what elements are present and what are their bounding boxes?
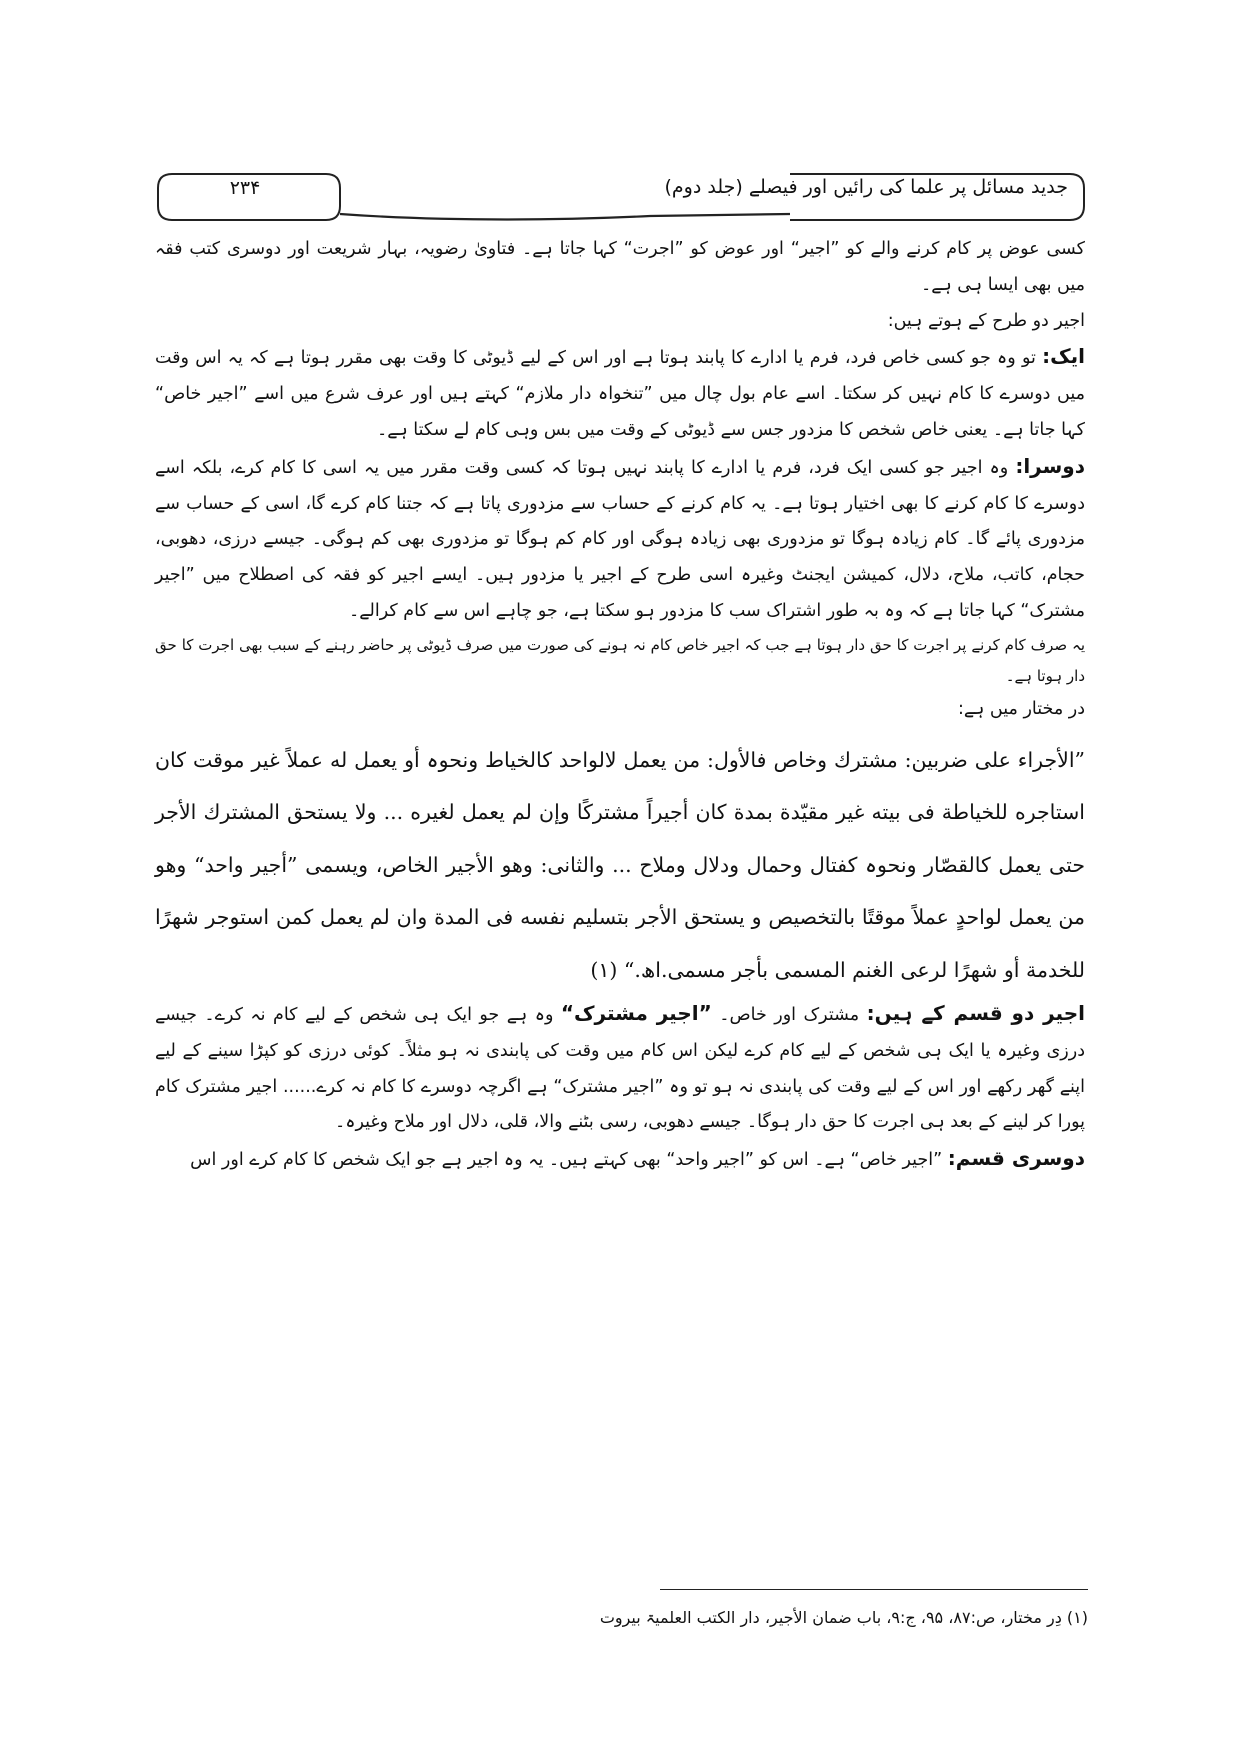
paragraph-first-type (155, 339, 1085, 448)
two-kinds-label: اجیر دو قسم کے ہیں: (866, 1001, 1085, 1026)
paragraph-durr-mukhtar: در مختار میں ہے: (957, 698, 1085, 719)
paragraph-two-kinds (155, 996, 1085, 1141)
page-body (155, 232, 1085, 1179)
ajir-mushtarak-term: ”اجیر مشترک“ (560, 1001, 712, 1026)
paragraph-second-type (155, 449, 1085, 630)
second-type-text: وہ اجیر جو کسی ایک فرد، فرم یا ادارے کا پابند نہیں ہوتا کہ کسی وقت مقرر میں یہ اسی کا کام کرے، بلکہ اسے دوسرے کا کام کرنے کا بھی اختیار ہوتا ہے۔ یہ کام کرنے کے حساب سے مزدوری پاتا ہے کہ جتنا کام کرے گا، اسی کے حساب سے مزدوری پائے گا۔ کام زیادہ ہوگا تو مزدوری بھی زیادہ ہوگی اور کام کم ہوگا تو مزدوری بھی کم ہوگی۔ جیسے درزی، دھوبی، حجام، کاتب، ملاح، دلال، کمیشن ایجنٹ وغیرہ اسی طرح کے اجیر یا مزدور ہیں۔ ایسے اجیر کو فقہ کی اصطلاح میں ”اجیر مشترک“ کہا جاتا ہے کہ وہ بہ طور اشتراک سب کا مزدور ہو سکتا ہے، جو چاہے اس سے کام کرالے۔ (155, 457, 1085, 621)
first-type-text: تو وہ جو کسی خاص فرد، فرم یا ادارے کا پابند ہوتا ہے اور اس کے لیے ڈیوٹی کا وقت بھی مقرر ہوتا ہے کہ یہ اس وقت میں دوسرے کا کام نہیں کر سکتا۔ اسے عام بول چال میں ”تنخواہ دار ملازم“ کہتے ہیں اور عرف شرع میں اسے ”اجیر خاص“ کہا جاتا ہے۔ یعنی خاص شخص کا مزدور جس سے ڈیوٹی کے وقت میں بس وہی کام لے سکتا ہے۔ (155, 348, 1085, 440)
footnote: (۱) دِر مختار، ص:۸۷، ۹۵، ج:۹، باب ضمان الأجیر، دار الکتب العلمیۃ بیروت (599, 1608, 1088, 1627)
two-kinds-text-a: مشترک اور خاص۔ (719, 1005, 860, 1026)
second-kind-text: ”اجیر خاص“ ہے۔ اس کو ”اجیر واحد“ بھی کہتے ہیں۔ یہ وہ اجیر ہے جو ایک شخص کا کام کرے اور اس (190, 1150, 943, 1171)
first-type-label: ایک: (1042, 344, 1085, 369)
paragraph-types-heading: اجیر دو طرح کے ہوتے ہیں: (887, 310, 1085, 331)
footnote-divider (660, 1589, 1088, 1590)
running-title: جدید مسائل پر علما کی رائیں اور فیصلے (جلد دوم) (664, 176, 1068, 198)
page-number: ۲۳۴ (229, 177, 261, 199)
paragraph-second-kind (155, 1141, 1085, 1179)
two-kinds-text-b: وہ ہے جو ایک ہی شخص کے لیے کام نہ کرے۔ جیسے درزی وغیرہ یا ایک ہی شخص کے لیے کام کرے لیکن اس کام میں وقت کی پابندی نہ ہو مثلاً۔ کوئی درزی کو کپڑا سینے کے لیے اپنے گھر رکھے اور اس کے لیے وقت کی پابندی نہ ہو تو وہ ”اجیر مشترک“ ہے اگرچہ دوسرے کا کام نہ کرے...... اجیر مشترک کام پورا کر لینے کے بعد ہی اجرت کا حق دار ہوگا۔ جیسے دھوبی، رسی بٹنے والا، قلی، دلال اور ملاح وغیرہ۔ (155, 1005, 1085, 1133)
arabic-quotation: ”الأجراء علی ضربین: مشترك وخاص فالأول: من یعمل لالواحد کالخیاط ونحوہ أو یعمل له عملاً غیر موقت كان استاجره للخیاطة فی بیته غیر مقیّدة بمدة كان أجيراً مشتركًا وإن لم یعمل لغیره ... ولا یستحق المشترك الأجر حتی یعمل كالقصّار ونحوہ کفتال وحمال ودلال وملاح ... والثانی: وهو الأجیر الخاص، ویسمی ”أجیر واحد“ وهو من یعمل لواحدٍ عملاً موقتًا بالتخصیص و یستحق الأجر بتسلیم نفسه فی المدة وان لم یعمل كمن استوجر شهرًا للخدمة أو شهرًا لرعی الغنم المسمی بأجر مسمی.اھ.“ (۱) (155, 747, 1085, 982)
second-type-label: دوسرا: (1015, 453, 1085, 478)
second-kind-label: دوسری قسم: (947, 1146, 1085, 1171)
paragraph-wage-note: یہ صرف کام کرنے پر اجرت کا حق دار ہوتا ہے جب کہ اجیر خاص کام نہ ہونے کی صورت میں صرف ڈیوٹی پر حاضر رہنے کے سبب بھی اجرت کا حق دار ہوتا ہے۔ (155, 635, 1085, 685)
page-header (150, 170, 1090, 224)
paragraph-intro: کسی عوض پر کام کرنے والے کو ”اجیر“ اور عوض کو ”اجرت“ کہا جاتا ہے۔ فتاویٰ رضویہ، بہار شریعت اور دوسری کتب فقہ میں بھی ایسا ہی ہے۔ (155, 239, 1085, 295)
